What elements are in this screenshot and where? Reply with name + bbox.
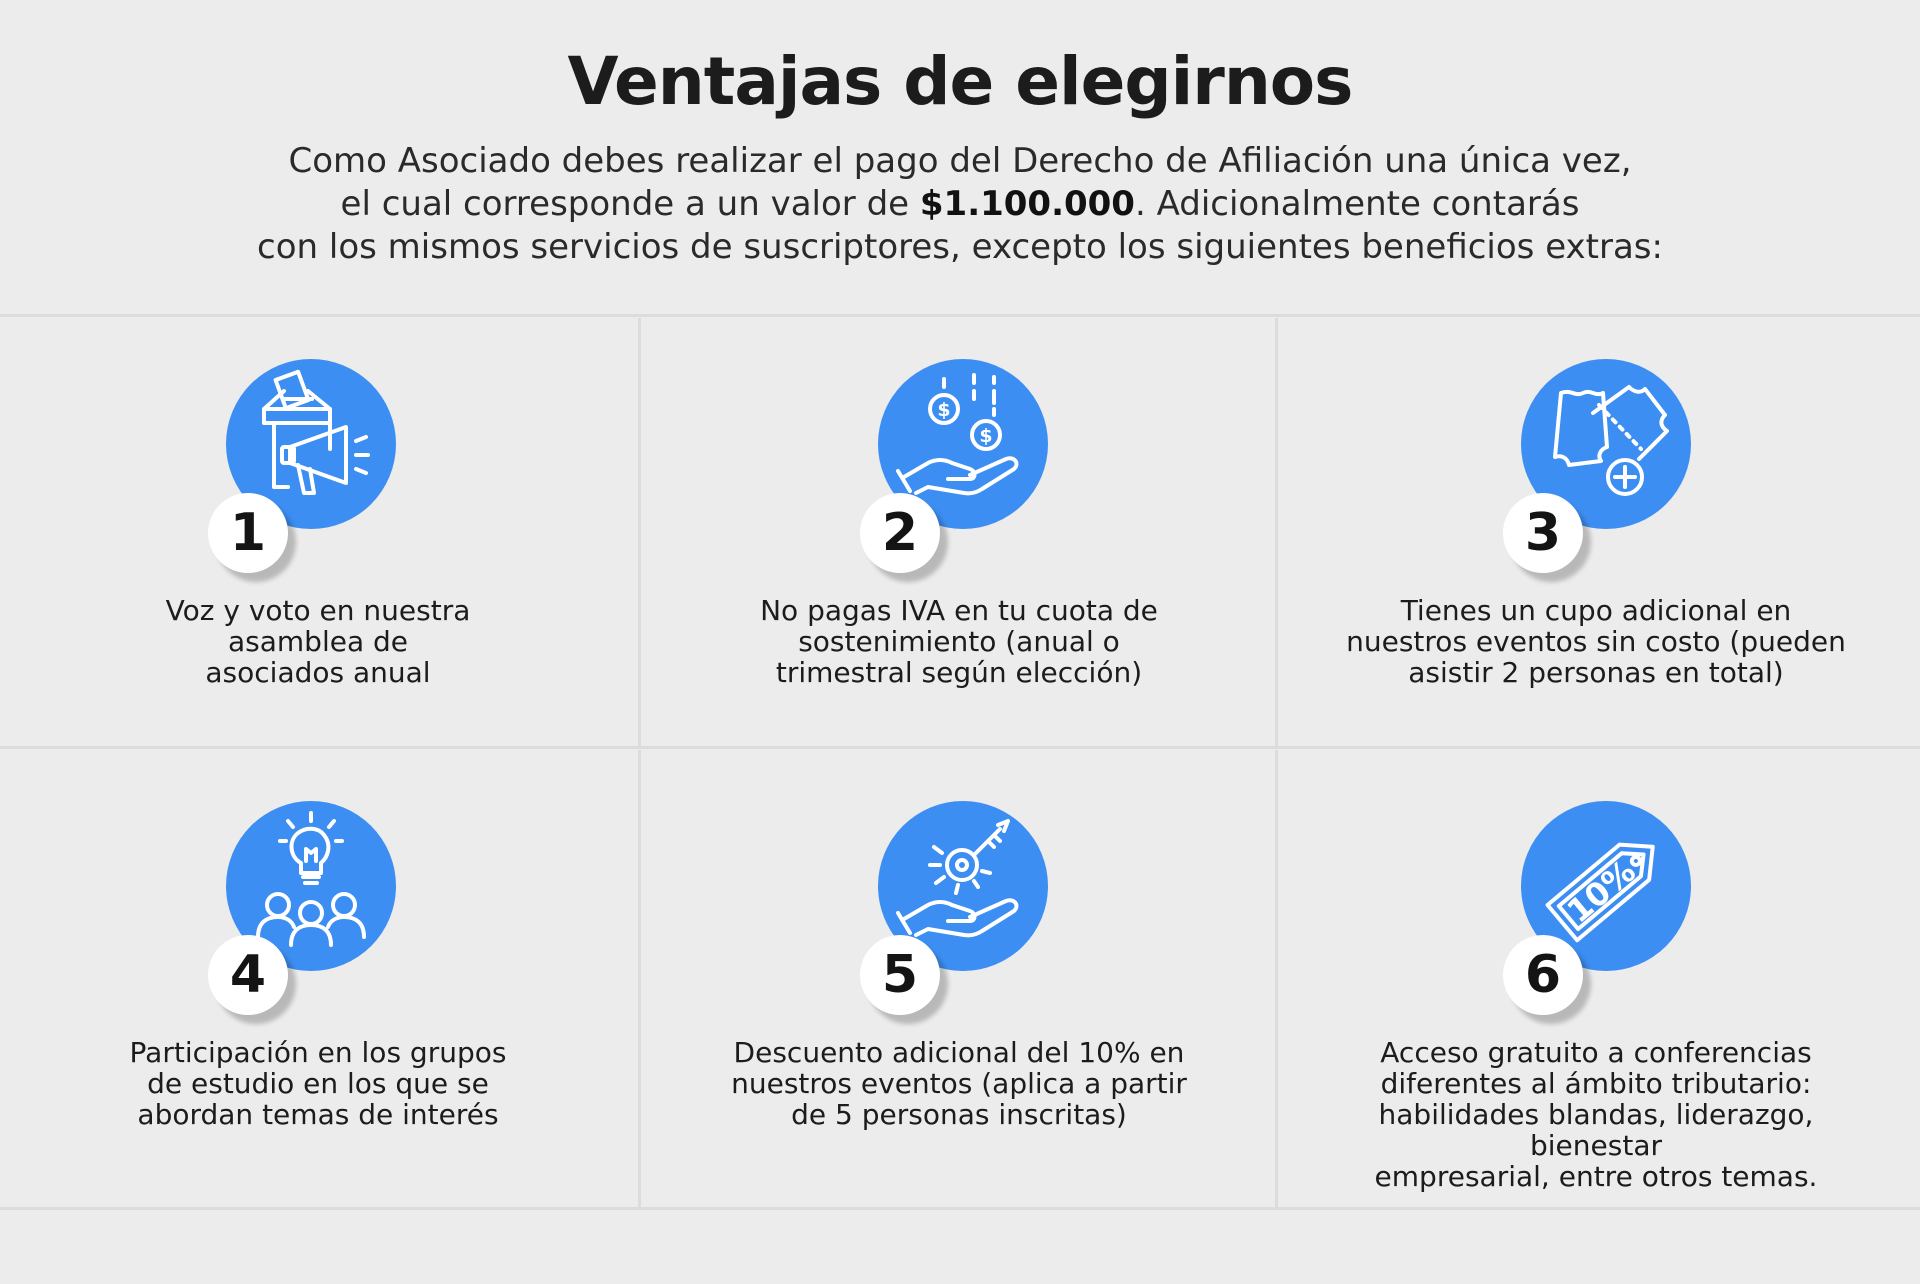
- benefit-number-3: 3: [1503, 493, 1583, 573]
- benefit-5-line-3: de 5 personas inscritas): [791, 1098, 1127, 1131]
- benefit-1-line-2: asamblea de: [227, 625, 409, 658]
- page-title: Ventajas de elegirnos: [567, 43, 1353, 120]
- benefit-card-3: [1278, 317, 1914, 747]
- benefit-icon-wrap-6: [1521, 801, 1691, 1005]
- benefit-card-5: [641, 759, 1277, 1189]
- discount-tag-label: 10%: [1559, 852, 1643, 931]
- benefit-description-1: [40, 595, 596, 688]
- benefit-1-line-1: Voz y voto en nuestra: [165, 594, 471, 627]
- benefit-description-6: [1318, 1037, 1874, 1192]
- benefit-3-line-1: Tienes un cupo adicional en: [1400, 594, 1792, 627]
- benefit-6-line-1: Acceso gratuito a conferencias: [1380, 1036, 1812, 1069]
- benefit-6-line-2: diferentes al ámbito tributario:: [1380, 1067, 1812, 1100]
- benefit-4-line-3: abordan temas de interés: [137, 1098, 499, 1131]
- benefit-icon-wrap-4: [226, 801, 396, 1005]
- affiliation-amount: $1.100.000: [919, 184, 1135, 224]
- benefit-number-1: 1: [208, 493, 288, 573]
- benefit-icon-wrap-5: [878, 801, 1048, 1005]
- benefit-3-line-2: nuestros eventos sin costo (pueden: [1346, 625, 1846, 658]
- benefit-5-line-1: Descuento adicional del 10% en: [733, 1036, 1185, 1069]
- benefit-icon-wrap-2: [878, 359, 1048, 563]
- benefit-2-line-2: sostenimiento (anual o: [798, 625, 1120, 658]
- svg-text:$: $: [979, 425, 993, 447]
- benefit-description-5: [681, 1037, 1237, 1130]
- benefit-number-6: 6: [1503, 935, 1583, 1015]
- benefit-description-2: [681, 595, 1237, 688]
- benefit-description-4: [40, 1037, 596, 1130]
- benefit-4-line-1: Participación en los grupos: [129, 1036, 507, 1069]
- benefit-6-line-3: habilidades blandas, liderazgo, bienestar: [1378, 1098, 1814, 1162]
- benefit-card-1: [0, 317, 636, 747]
- grid-divider-bottom: [0, 1207, 1920, 1210]
- svg-text:$: $: [937, 399, 951, 421]
- benefit-2-line-1: No pagas IVA en tu cuota de: [760, 594, 1158, 627]
- intro-text: [160, 140, 1760, 269]
- benefit-card-6: [1278, 759, 1914, 1193]
- benefit-1-line-3: asociados anual: [205, 656, 431, 689]
- intro-line-2-end: . Adicionalmente contarás: [1134, 184, 1580, 224]
- benefit-4-line-2: de estudio en los que se: [147, 1067, 489, 1100]
- benefit-card-4: [0, 759, 636, 1189]
- benefit-icon-wrap-3: [1521, 359, 1691, 563]
- benefit-2-line-3: trimestral según elección): [775, 656, 1143, 689]
- intro-line-3: con los mismos servicios de suscriptores, excepto los siguientes beneficios extras:: [257, 227, 1663, 267]
- benefit-card-2: [641, 317, 1277, 747]
- intro-line-1: Como Asociado debes realizar el pago del Derecho de Afiliación una única vez,: [288, 141, 1632, 181]
- benefit-icon-wrap-1: [226, 359, 396, 563]
- intro-line-2-start: el cual corresponde a un valor de: [340, 184, 920, 224]
- benefit-number-4: 4: [208, 935, 288, 1015]
- benefit-6-line-4: empresarial, entre otros temas.: [1374, 1160, 1818, 1193]
- benefit-description-3: [1318, 595, 1874, 688]
- benefit-number-2: 2: [860, 493, 940, 573]
- benefit-3-line-3: asistir 2 personas en total): [1408, 656, 1784, 689]
- benefit-5-line-2: nuestros eventos (aplica a partir: [731, 1067, 1187, 1100]
- intro-line-2: [160, 183, 1760, 226]
- benefit-number-5: 5: [860, 935, 940, 1015]
